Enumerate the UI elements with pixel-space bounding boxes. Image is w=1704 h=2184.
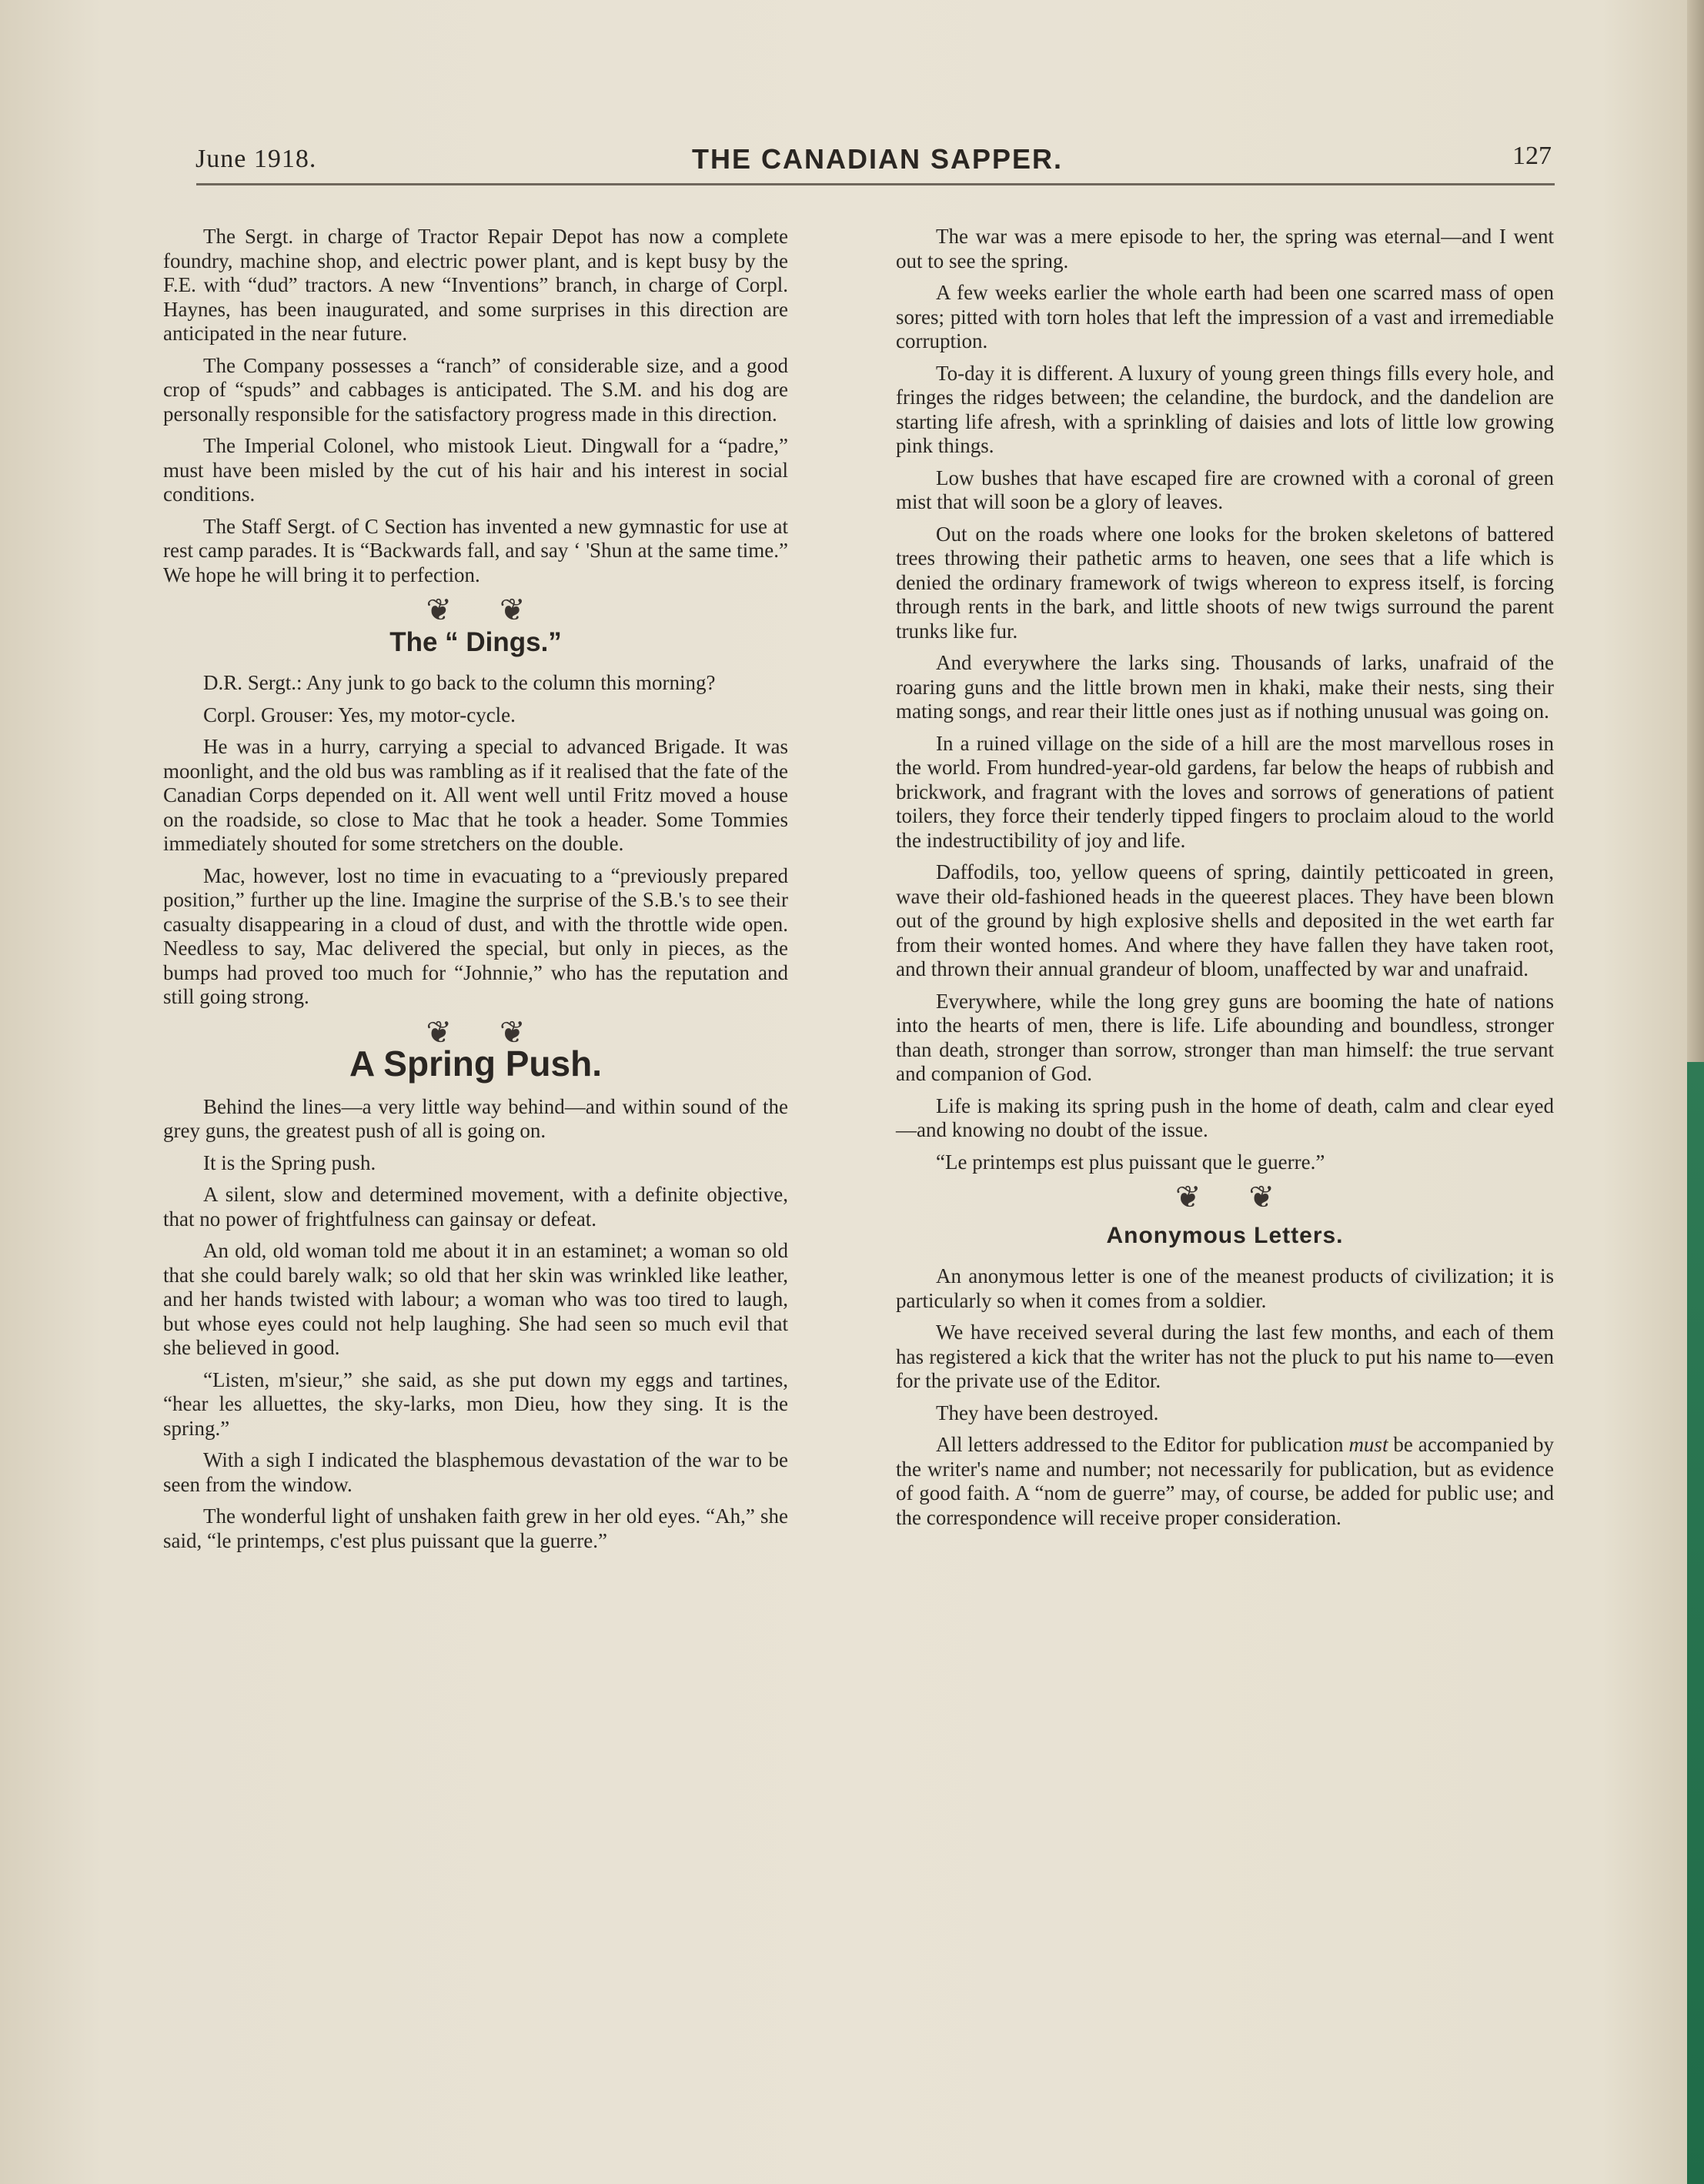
left-column [163,225,788,1561]
section-ornament: ❦ ❦ [426,1014,546,1050]
header-rule [196,183,1555,185]
paragraph: Low bushes that have escaped fire are crowned with a coronal of green mist that will soon be a glory of leaves. [896,466,1554,513]
paragraph: A silent, slow and determined movement, with a definite objective, that no power of frightfulness can gainsay or defeat. [163,1183,788,1231]
paragraph: The Company possesses a “ranch” of considerable size, and a good crop of “spuds” and cabbages is anticipated. The S.M. and his dog are personally responsible for the satisfactory progress made in this direction. [163,353,788,426]
paragraph: It is the Spring push. [203,1150,376,1174]
paragraph: The Imperial Colonel, who mistook Lieut. Dingwall for a “padre,” must have been misled by the cut of his hair and his interest in social conditions. [163,434,788,506]
paragraph: He was in a hurry, carrying a special to advanced Brigade. It was moonlight, and the old bus was rambling as if it realised that the fate of the Canadian Corps depended on it. All went well until Fritz moved a house on the roadside, so close to Mac that he took a header. Some Tommies immediately shouted for some stretchers on the double. [163,735,788,855]
page-number: 127 [1512,142,1552,170]
paragraph: A few weeks earlier the whole earth had been one scarred mass of open sores; pitted with torn holes that left the impression of a vast and irremediable corruption. [896,281,1554,352]
paragraph [896,1433,1554,1530]
paragraph: They have been destroyed. [936,1401,1159,1424]
paragraph: Corpl. Grouser: Yes, my motor-cycle. [203,703,516,726]
page-edge-green-tab [1687,1062,1704,2184]
paragraph: In a ruined village on the side of a hill are the most marvellous roses in the world. From hundred-year-old gardens, far below the heaps of rubbish and brickwork, and fragrant with the loves and sorrows of generations of patient toilers, they force their tenderly tipped fingers to proclaim aloud to the world the indestructibility of joy and life. [896,731,1554,852]
issue-date: June 1918. [195,145,317,173]
anonymous-letters-heading: Anonymous Letters. [1106,1222,1344,1248]
paragraph: The war was a mere episode to her, the spring was eternal—and I went out to see the spring. [896,225,1554,272]
right-column [896,225,1554,1538]
paragraph: “Le printemps est plus puissant que le guerre.” [936,1150,1325,1174]
paragraph: “Listen, m'sieur,” she said, as she put down my eggs and tartines, “hear les alluettes, the sky-larks, mon Dieu, how they sing. It is the spring.” [163,1368,788,1440]
paragraph: Life is making its spring push in the home of death, calm and clear eyed—and knowing no doubt of the issue. [896,1094,1554,1141]
text-run: All letters addressed to the Editor for publication [936,1433,1344,1456]
paragraph: The Staff Sergt. of C Section has invented a new gymnastic for use at rest camp parades. It is “Backwards fall, and say ‘ 'Shun at the same time.” We hope he will bring it to perfection. [163,514,788,586]
paragraph: Mac, however, lost no time in evacuating to a “previously prepared position,” further up the line. Imagine the surprise of the S.B.'s to see their casualty disappearing in a cloud of dust, and with the throttle wide open. Needless to say, Mac delivered the special, but only in pieces, as the bumps had proved too much for “Johnnie,” who has the reputation and still going strong. [163,863,788,1008]
spring-push-heading: A Spring Push. [349,1044,602,1084]
section-ornament: ❦ ❦ [426,593,546,627]
paragraph: Out on the roads where one looks for the broken skeletons of battered trees throwing their pathetic arms to heaven, one sees that a life which is denied the ordinary framework of twigs whereon to express itself, is forcing through rents in the bark, and little shoots of new twigs surround the parent trunks like fur. [896,522,1554,643]
dings-heading: The “ Dings.” [389,626,562,657]
publication-title: THE CANADIAN SAPPER. [691,143,1064,175]
running-header [192,139,1555,185]
paragraph: Daffodils, too, yellow queens of spring, daintily petticoated in green, wave their old-fashioned heads in the queerest places. They have been blown out of the ground by high explosive shells and deposited in the wet earth far from their wonted homes. And where they have fallen they have taken root, and thrown their annual grandeur of bloom, unaffected by war and unafraid. [896,860,1554,980]
paragraph: To-day it is different. A luxury of young green things fills every hole, and fringes the ridges between; the celandine, the burdock, and the dandelion are starting life afresh, with a sprinkling of daisies and lots of little low growing pink things. [896,361,1554,457]
paragraph: We have received several during the last few months, and each of them has registered a kick that the writer has not the pluck to put his name to—even for the private use of the Editor. [896,1321,1554,1392]
paragraph: Behind the lines—a very little way behind—and within sound of the grey guns, the greatest push of all is going on. [163,1094,788,1142]
paragraph: D.R. Sergt.: Any junk to go back to the column this morning? [203,671,716,694]
paragraph: An old, old woman told me about it in an estaminet; a woman so old that she could barely walk; so old that her skin was wrinkled like leather, and her hands twisted with labour; a woman who was too tired to laugh, but whose eyes could not help laughing. She had seen so much evil that she believed in good. [163,1239,788,1359]
paragraph: The wonderful light of unshaken faith grew in her old eyes. “Ah,” she said, “le printemps, c'est plus puissant que la guerre.” [163,1504,788,1552]
paragraph: With a sigh I indicated the blasphemous devastation of the war to be seen from the window. [163,1448,788,1496]
page-edge-shadow [1687,0,1704,1062]
paragraph: Everywhere, while the long grey guns are booming the hate of nations into the hearts of men, there is life. Life abounding and boundless, stronger than death, stronger than sorrow, stronger than man himself: the true servant and companion of God. [896,989,1554,1085]
section-ornament: ❦ ❦ [1174,1180,1295,1214]
paragraph: The Sergt. in charge of Tractor Repair Depot has now a complete foundry, machine shop, and electric power plant, and is kept busy by the F.E. with “dud” tractors. A new “Inventions” branch, in charge of Corpl. Haynes, has been inaugurated, and some surprises in this direction are anticipated in the near future. [163,225,788,345]
text-run: be accompanied by the writer's name and number; not necessarily for publication, but as evidence of good faith. A “nom de guerre” may, of course, be added for public use; and the correspondence will receive proper consideration. [896,1433,1555,1529]
paragraph: And everywhere the larks sing. Thousands of larks, unafraid of the roaring guns and the little brown men in khaki, make their nests, sing their mating songs, and rear their little ones just as if nothing unusual was going on. [896,651,1554,723]
paragraph: An anonymous letter is one of the meanest products of civilization; it is particularly so when it comes from a soldier. [896,1264,1554,1312]
emphasis: must [1348,1433,1388,1456]
